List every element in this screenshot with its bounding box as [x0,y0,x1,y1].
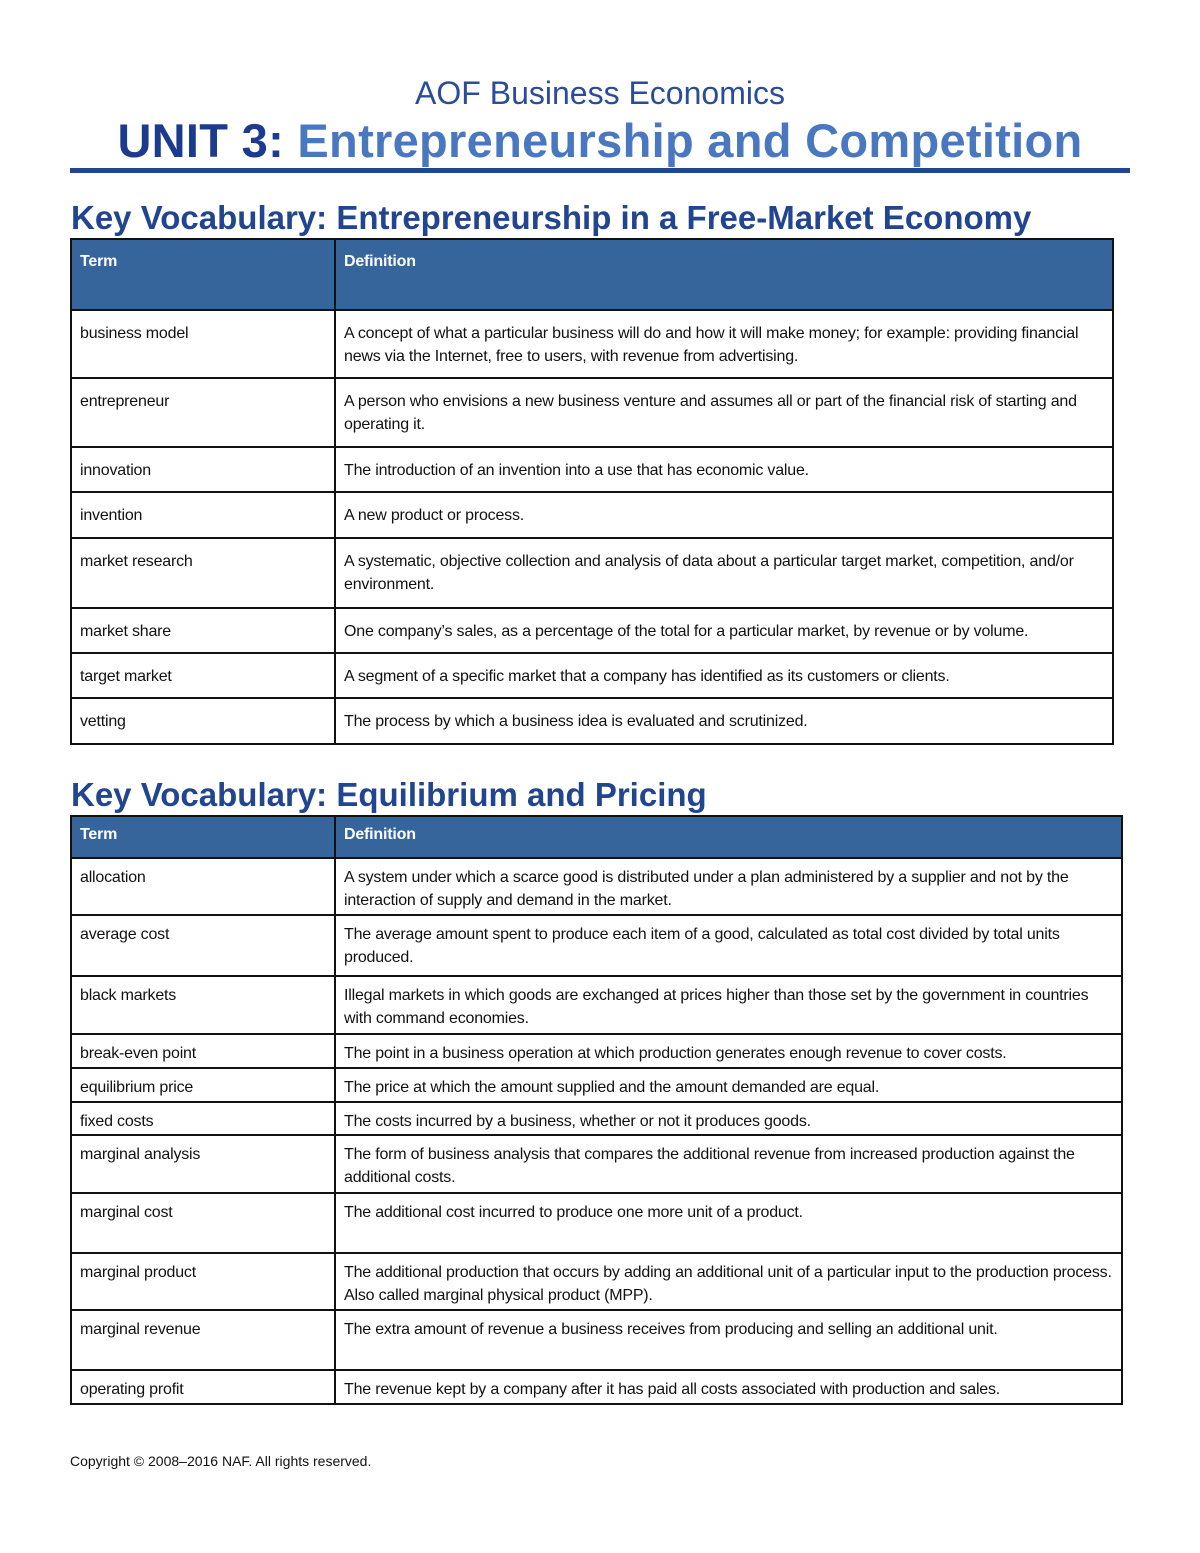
definition-cell: The point in a business operation at which production generates enough revenue to cover costs. [335,1034,1122,1068]
copyright-notice: Copyright © 2008–2016 NAF. All rights reserved. [70,1453,372,1469]
vocab-table-entrepreneurship [70,238,1114,745]
table-row [71,1253,1122,1310]
definition-cell: A system under which a scarce good is distributed under a plan administered by a supplier and not by the interaction of supply and demand in the market. [335,858,1122,915]
column-header-term: Term [71,816,335,858]
term-cell: business model [71,310,335,378]
table-row [71,1193,1122,1253]
term-cell: marginal product [71,1253,335,1310]
term-cell: allocation [71,858,335,915]
definition-cell: The introduction of an invention into a use that has economic value. [335,447,1113,492]
table-row [71,378,1113,447]
table-header-row [71,816,1122,858]
table-row [71,653,1113,698]
definition-cell: The price at which the amount supplied and the amount demanded are equal. [335,1068,1122,1102]
table-row [71,976,1122,1034]
definition-cell: A concept of what a particular business will do and how it will make money; for example: providing financial news via the Internet, free to users, with revenue from advertising. [335,310,1113,378]
definition-cell: The process by which a business idea is evaluated and scrutinized. [335,698,1113,744]
term-cell: market research [71,538,335,608]
unit-label: UNIT 3: [117,114,285,167]
definition-cell: The form of business analysis that compares the additional revenue from increased production against the additional costs. [335,1135,1122,1193]
term-cell: break-even point [71,1034,335,1068]
term-cell: target market [71,653,335,698]
term-cell: marginal analysis [71,1135,335,1193]
definition-cell: A systematic, objective collection and analysis of data about a particular target market, competition, and/or environment. [335,538,1113,608]
definition-cell: The additional production that occurs by adding an additional unit of a particular input to the production process. Also called marginal physical product (MPP). [335,1253,1122,1310]
term-cell: invention [71,492,335,538]
table-row [71,608,1113,653]
definition-cell: A segment of a specific market that a company has identified as its customers or clients. [335,653,1113,698]
definition-cell: The average amount spent to produce each item of a good, calculated as total cost divided by total units produced. [335,915,1122,976]
term-cell: innovation [71,447,335,492]
definition-cell: One company’s sales, as a percentage of the total for a particular market, by revenue or by volume. [335,608,1113,653]
unit-title [0,113,1200,169]
table-row [71,858,1122,915]
definition-cell: The extra amount of revenue a business receives from producing and selling an additional unit. [335,1310,1122,1370]
term-cell: equilibrium price [71,1068,335,1102]
section-heading-entrepreneurship: Key Vocabulary: Entrepreneurship in a Free-Market Economy [71,199,1032,236]
term-cell: marginal revenue [71,1310,335,1370]
table-row [71,538,1113,608]
table-row [71,1135,1122,1193]
term-cell: entrepreneur [71,378,335,447]
column-header-term: Term [71,239,335,310]
section-heading-equilibrium: Key Vocabulary: Equilibrium and Pricing [71,776,707,813]
table-row [71,1068,1122,1102]
column-header-definition: Definition [335,239,1113,310]
table-row [71,1034,1122,1068]
table-row [71,310,1113,378]
vocab-table-equilibrium [70,815,1123,1405]
column-header-definition: Definition [335,816,1122,858]
course-title: AOF Business Economics [415,75,785,111]
term-cell: black markets [71,976,335,1034]
table-row [71,447,1113,492]
term-cell: operating profit [71,1370,335,1404]
definition-cell: A new product or process. [335,492,1113,538]
definition-cell: Illegal markets in which goods are exchanged at prices higher than those set by the government in countries with command economies. [335,976,1122,1034]
unit-name: Entrepreneurship and Competition [297,114,1083,167]
term-cell: vetting [71,698,335,744]
table-row [71,1310,1122,1370]
title-divider [70,168,1130,173]
definition-cell: A person who envisions a new business venture and assumes all or part of the financial risk of starting and operating it. [335,378,1113,447]
term-cell: market share [71,608,335,653]
table-header-row [71,239,1113,310]
table-row [71,698,1113,744]
term-cell: average cost [71,915,335,976]
term-cell: fixed costs [71,1102,335,1135]
table-row [71,1102,1122,1135]
table-row [71,1370,1122,1404]
table-row [71,915,1122,976]
definition-cell: The costs incurred by a business, whether or not it produces goods. [335,1102,1122,1135]
definition-cell: The revenue kept by a company after it has paid all costs associated with production and sales. [335,1370,1122,1404]
definition-cell: The additional cost incurred to produce one more unit of a product. [335,1193,1122,1253]
term-cell: marginal cost [71,1193,335,1253]
table-row [71,492,1113,538]
